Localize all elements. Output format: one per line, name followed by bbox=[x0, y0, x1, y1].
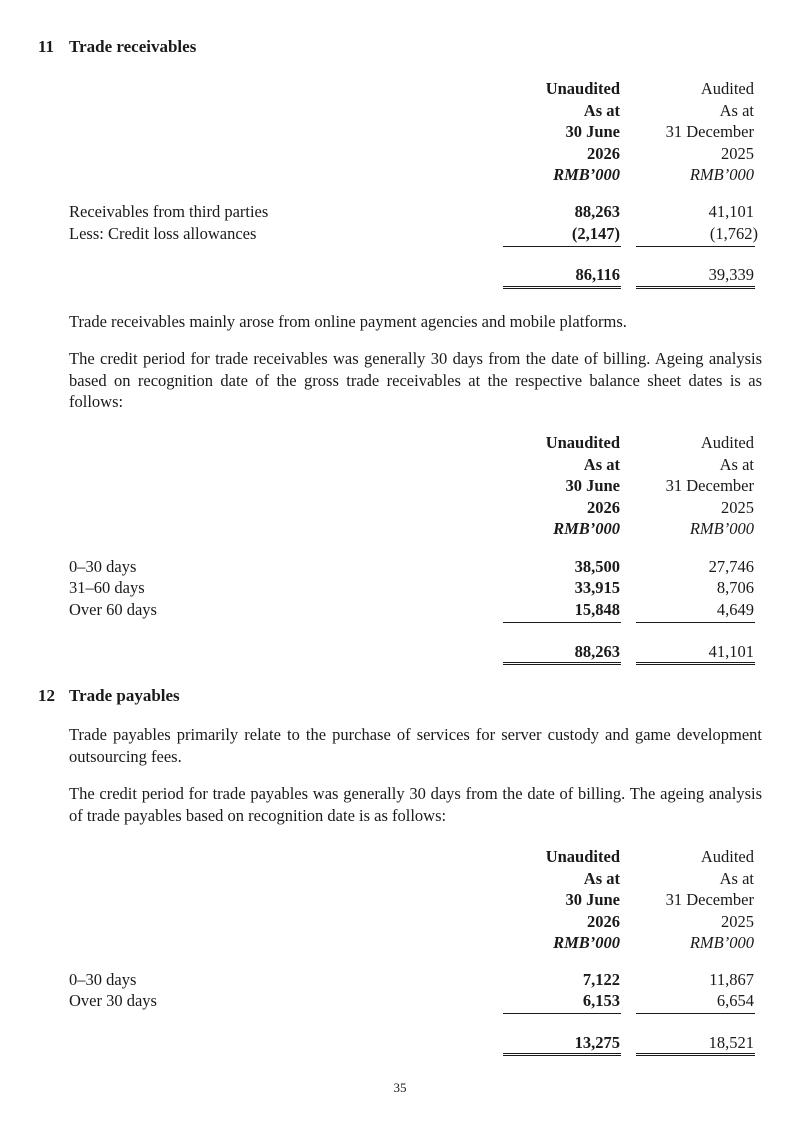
total-value-prior: 39,339 bbox=[708, 265, 754, 284]
subtotal-rule bbox=[636, 246, 755, 247]
row-value-current: 38,500 bbox=[574, 557, 620, 576]
row-label: 0–30 days bbox=[69, 557, 137, 576]
column-header-prior: Audited As at 31 December 2025 RMB’000 bbox=[665, 79, 754, 184]
total-double-rule bbox=[636, 1053, 755, 1056]
subtotal-rule bbox=[503, 622, 621, 623]
subtotal-rule bbox=[503, 246, 621, 247]
table-row bbox=[0, 556, 800, 578]
column-header-prior: Audited As at 31 December 2025 RMB’000 bbox=[665, 847, 754, 952]
column-header-current: Unaudited As at 30 June 2026 RMB’000 bbox=[545, 433, 620, 538]
row-value-current: 7,122 bbox=[582, 970, 620, 989]
total-row bbox=[0, 641, 800, 663]
row-label: 31–60 days bbox=[69, 578, 145, 597]
table-row bbox=[0, 990, 800, 1012]
paragraph: Trade payables primarily relate to the purchase of services for server custody and game development outsourcing fees. bbox=[69, 725, 762, 766]
total-double-rule bbox=[503, 662, 621, 665]
total-row bbox=[0, 1032, 800, 1054]
row-value-current: 6,153 bbox=[582, 991, 620, 1010]
column-header-current: Unaudited As at 30 June 2026 RMB’000 bbox=[545, 79, 620, 184]
row-value-prior: 41,101 bbox=[708, 202, 754, 221]
row-label: Less: Credit loss allowances bbox=[69, 224, 257, 243]
payables-ageing-table bbox=[0, 846, 800, 1061]
row-value-prior: 11,867 bbox=[709, 970, 754, 989]
row-label: Over 60 days bbox=[69, 600, 157, 619]
row-value-prior: 27,746 bbox=[708, 557, 754, 576]
total-double-rule bbox=[636, 286, 755, 289]
section-title: Trade payables bbox=[69, 686, 180, 705]
paragraph: The credit period for trade payables was generally 30 days from the date of billing. The ageing analysis of trade payables based on recognition date is as follows: bbox=[69, 784, 762, 825]
table-row bbox=[0, 201, 800, 223]
subtotal-rule bbox=[636, 622, 755, 623]
section-title: Trade receivables bbox=[69, 37, 197, 56]
page-number: 35 bbox=[393, 1080, 407, 1095]
row-label: 0–30 days bbox=[69, 970, 137, 989]
paragraph: Trade receivables mainly arose from online payment agencies and mobile platforms. bbox=[69, 312, 627, 331]
table-row bbox=[0, 969, 800, 991]
row-value-current: 15,848 bbox=[574, 600, 620, 619]
section-number: 11 bbox=[38, 37, 55, 56]
row-value-prior: 6,654 bbox=[716, 991, 754, 1010]
row-value-prior: (1,762) bbox=[709, 224, 758, 243]
row-value-prior: 4,649 bbox=[716, 600, 754, 619]
total-double-rule bbox=[503, 1053, 621, 1056]
trade-receivables-table bbox=[0, 78, 800, 298]
receivables-ageing-table bbox=[0, 432, 800, 668]
row-label: Receivables from third parties bbox=[69, 202, 269, 221]
row-value-current: 33,915 bbox=[574, 578, 620, 597]
column-header-current: Unaudited As at 30 June 2026 RMB’000 bbox=[545, 847, 620, 952]
total-value-prior: 18,521 bbox=[708, 1033, 754, 1052]
paragraph: The credit period for trade receivables was generally 30 days from the date of billing. Ageing analysis based on recognition date of the gross trade receivables at the respective balance sheet dates is as follows: bbox=[69, 349, 762, 411]
table-row bbox=[0, 577, 800, 599]
table-row bbox=[0, 599, 800, 621]
section-number: 12 bbox=[38, 686, 55, 705]
row-value-prior: 8,706 bbox=[716, 578, 754, 597]
total-value-current: 86,116 bbox=[575, 265, 620, 284]
total-value-current: 13,275 bbox=[574, 1033, 620, 1052]
table-row bbox=[0, 223, 800, 245]
section-11-heading bbox=[38, 37, 196, 57]
row-label: Over 30 days bbox=[69, 991, 157, 1010]
row-value-current: (2,147) bbox=[571, 224, 620, 243]
column-header-prior: Audited As at 31 December 2025 RMB’000 bbox=[665, 433, 754, 538]
subtotal-rule bbox=[503, 1013, 621, 1014]
total-double-rule bbox=[503, 286, 621, 289]
total-row bbox=[0, 264, 800, 286]
total-value-current: 88,263 bbox=[574, 642, 620, 661]
total-value-prior: 41,101 bbox=[708, 642, 754, 661]
row-value-current: 88,263 bbox=[574, 202, 620, 221]
section-12-heading bbox=[38, 686, 180, 706]
subtotal-rule bbox=[636, 1013, 755, 1014]
total-double-rule bbox=[636, 662, 755, 665]
